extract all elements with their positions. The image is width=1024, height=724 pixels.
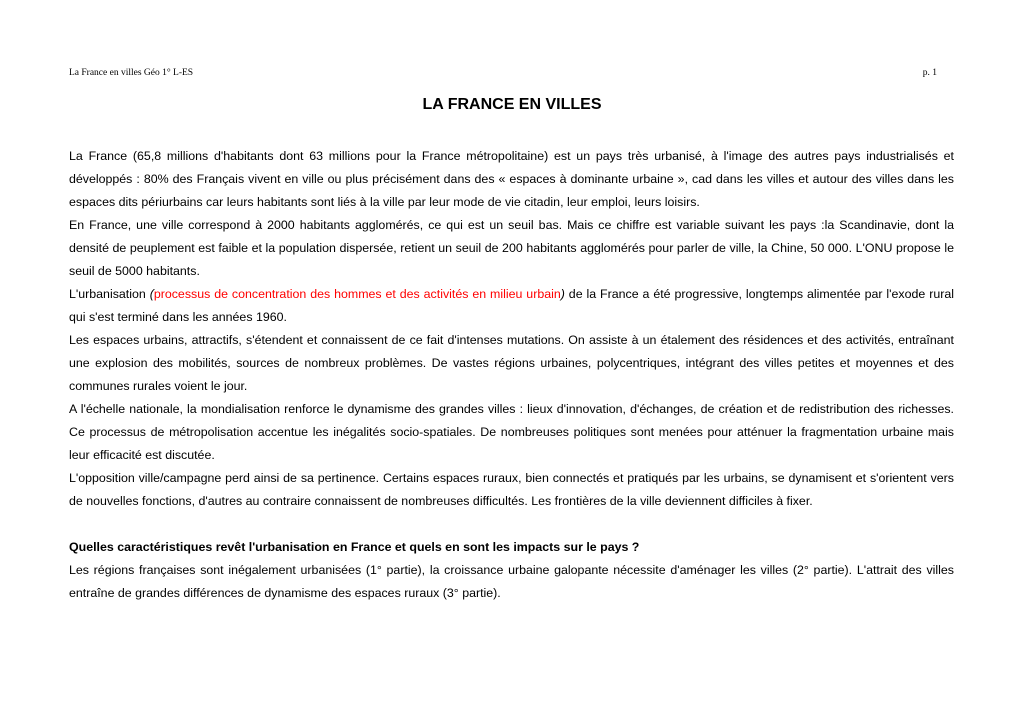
header-course-label: La France en villes Géo 1° L-ES xyxy=(69,68,194,78)
paragraph-plan: Les régions françaises sont inégalement urbanisées (1° partie), la croissance urbaine galopante nécessite d'aménager les villes (2° partie). L'attrait des villes entraîne de grandes différences de dynamisme des espaces ruraux (3° partie). xyxy=(69,563,954,600)
document-title: LA FRANCE EN VILLES xyxy=(422,96,602,113)
urbanisation-definition: processus de concentration des hommes et des activités en milieu urbain xyxy=(153,287,561,301)
paragraph-urban-spaces: Les espaces urbains, attractifs, s'étendent et connaissent de ce fait d'intenses mutations. On assiste à un étalement des résidences et des activités, entraînant une explosion des mobilités, sources de nombreux problèmes. De vastes régions urbaines, polycentriques, intégrant des villes petites et moyennes et des communes rurales voient le jour. xyxy=(69,333,954,393)
paragraph-spacer xyxy=(69,513,954,536)
header-page-number: p. 1 xyxy=(922,68,937,78)
document-body xyxy=(69,145,954,605)
urbanisation-lead: L'urbanisation xyxy=(69,287,150,301)
paragraph-intro: La France (65,8 millions d'habitants dont 63 millions pour la France métropolitaine) est un pays très urbanisé, à l'image des autres pays industrialisés et développés : 80% des Français vivent en ville ou plus précisément dans des « espaces à dominante urbaine », cad dans les villes et autour des villes dans les espaces dits périurbains car leurs habitants sont liés à la ville par leur mode de vie citadin, leur emploi, leurs loisirs. xyxy=(69,149,954,209)
urbanisation-rest: de la France a été progressive, longtemps alimentée par l'exode rural qui s'est terminé dans les années 1960. xyxy=(69,287,954,324)
paragraph-globalisation: A l'échelle nationale, la mondialisation renforce le dynamisme des grandes villes : lieux d'innovation, d'échanges, de création et de redistribution des richesses. Ce processus de métropolisation accentue les inégalités socio-spatiales. De nombreuses politiques sont menées pour atténuer la fragmentation urbaine mais leur efficacité est discutée. xyxy=(69,402,954,462)
paren-open: ( xyxy=(149,287,154,301)
paragraph-town-country: L'opposition ville/campagne perd ainsi de sa pertinence. Certains espaces ruraux, bien connectés et pratiqués par les urbains, se dynamisent et s'orientent vers de nouvelles fonctions, d'autres au contraire connaissent de nombreuses difficultés. Les frontières de la ville deviennent difficiles à fixer. xyxy=(69,471,954,508)
page-header xyxy=(69,68,937,82)
problem-question: Quelles caractéristiques revêt l'urbanisation en France et quels en sont les impacts sur le pays ? xyxy=(69,540,640,554)
paragraph-city-threshold: En France, une ville correspond à 2000 habitants agglomérés, ce qui est un seuil bas. Mais ce chiffre est variable suivant les pays :la Scandinavie, dont la densité de peuplement est faible et la population dispersée, retient un seuil de 200 habitants agglomérés pour parler de ville, la Chine, 50 000. L'ONU propose le seuil de 5000 habitants. xyxy=(69,218,954,278)
paragraph-urbanisation xyxy=(69,283,954,329)
paren-close: ) xyxy=(560,287,565,301)
